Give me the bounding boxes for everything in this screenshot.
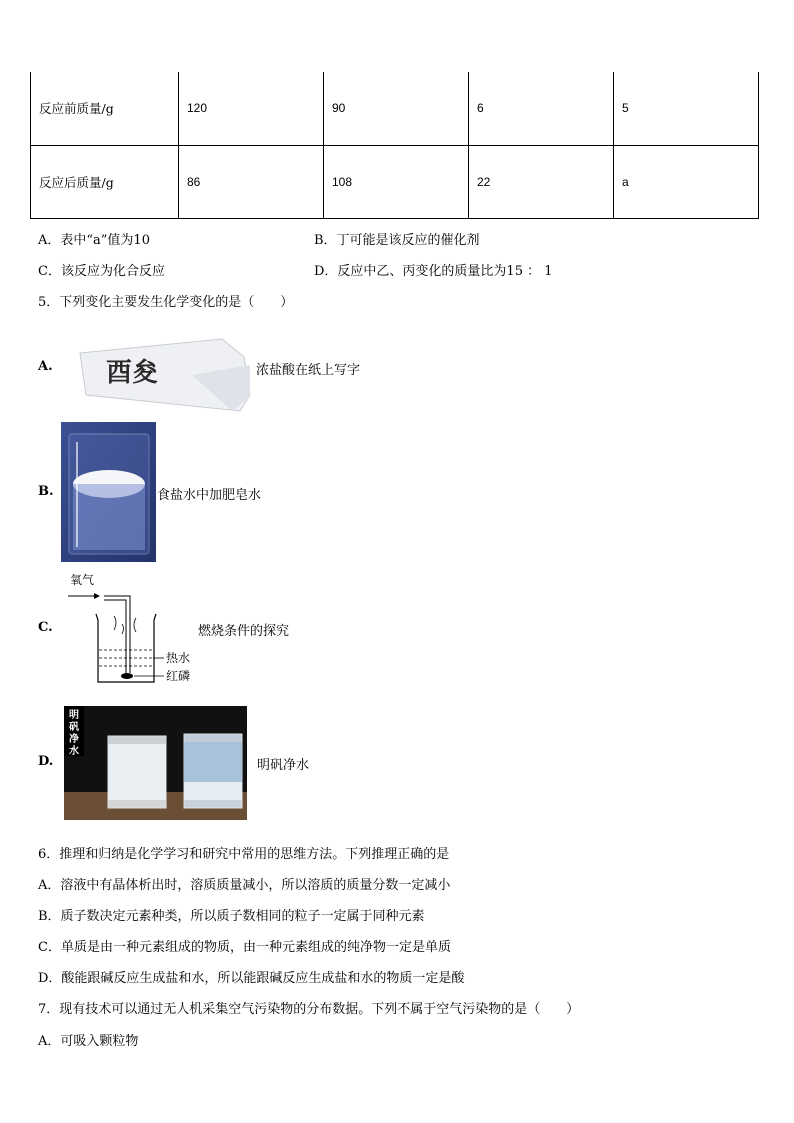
- table-cell: 22: [469, 145, 614, 218]
- q5-option-c-caption: 燃烧条件的探究: [198, 624, 290, 639]
- table-row: [31, 72, 759, 145]
- alum-photo: [64, 706, 247, 820]
- q5-stem: 5．下列变化主要发生化学变化的是（ ）: [38, 295, 294, 310]
- q7-stem: 7．现有技术可以通过无人机采集空气污染物的分布数据。下列不属于空气污染物的是（ ）: [38, 1002, 580, 1017]
- table-cell: 90: [324, 72, 469, 145]
- q5-option-c-letter: C.: [38, 620, 53, 635]
- combustion-diagram: [64, 570, 204, 688]
- table-row: [31, 145, 759, 218]
- beaker-photo: [61, 422, 156, 562]
- q5-option-a-caption: 浓盐酸在纸上写字: [256, 363, 361, 378]
- q6-option-b: B．质子数决定元素种类，所以质子数相同的粒子一定属于同种元素: [38, 909, 425, 924]
- red-phosphorus-label: 红磷: [166, 669, 191, 683]
- paper-text: 酉夋: [106, 358, 159, 388]
- hot-water-label: 热水: [166, 651, 191, 665]
- q5-option-a-letter: A.: [38, 359, 53, 374]
- q5-option-b-letter: B.: [38, 484, 54, 499]
- q6-option-c: C．单质是由一种元素组成的物质，由一种元素组成的纯净物一定是单质: [38, 940, 451, 955]
- q4-option-a: A．表中“a”值为10: [38, 233, 150, 248]
- paper-writing-image: [72, 335, 252, 415]
- q5-option-b-caption: 食盐水中加肥皂水: [157, 488, 262, 503]
- q4-option-c: C．该反应为化合反应: [38, 264, 165, 279]
- q6-option-d: D．酸能跟碱反应生成盐和水，所以能跟碱反应生成盐和水的物质一定是酸: [38, 971, 465, 986]
- q7-option-a: A．可吸入颗粒物: [38, 1034, 139, 1049]
- table-cell: 5: [614, 72, 759, 145]
- mass-table: [30, 72, 759, 219]
- q5-option-d-letter: D.: [38, 754, 54, 769]
- table-cell: a: [614, 145, 759, 218]
- table-cell: 86: [179, 145, 324, 218]
- table-cell: 反应后质量/g: [31, 145, 179, 218]
- table-cell: 反应前质量/g: [31, 72, 179, 145]
- q5-option-d-caption: 明矾净水: [257, 758, 310, 773]
- q6-option-a: A．溶液中有晶体析出时，溶质质量减小，所以溶质的质量分数一定减小: [38, 878, 451, 893]
- svg-text:明矾净水: 明矾净水: [69, 710, 79, 757]
- q4-option-b: B．丁可能是该反应的催化剂: [314, 233, 480, 248]
- q6-stem: 6．推理和归纳是化学学习和研究中常用的思维方法。下列推理正确的是: [38, 847, 450, 862]
- table-cell: 6: [469, 72, 614, 145]
- table-cell: 108: [324, 145, 469, 218]
- table-cell: 120: [179, 72, 324, 145]
- oxygen-label: 氧气: [70, 573, 95, 587]
- q4-option-d: D．反应中乙、丙变化的质量比为15 ： 1: [314, 264, 553, 279]
